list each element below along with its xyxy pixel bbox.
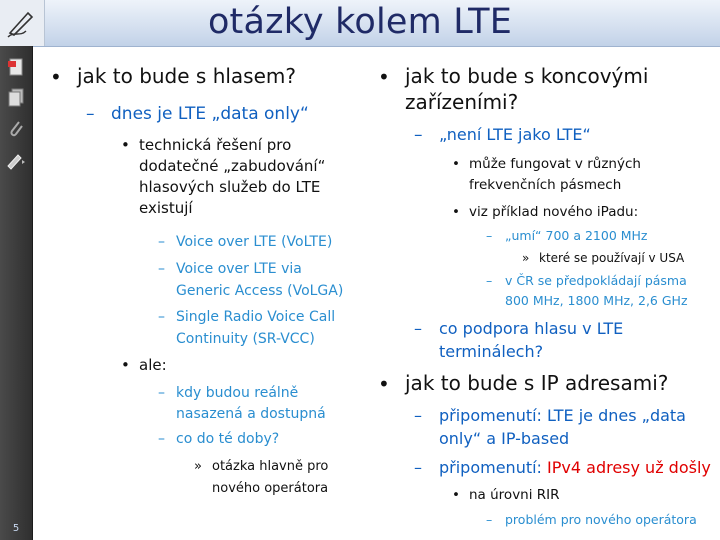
bullet-marker: • (452, 156, 460, 172)
question-devices: jak to bude s koncovými (405, 64, 649, 88)
dash-marker: – (158, 234, 165, 250)
dash-marker: – (158, 261, 165, 277)
copy-icon[interactable] (5, 86, 27, 108)
rir-note: problém pro nového operátora (505, 512, 697, 527)
but-item: kdy budou reálně (176, 385, 299, 401)
dash-marker: – (414, 406, 422, 425)
rir-level: na úrovni RIR (469, 487, 560, 503)
question-ip: jak to bude s IP adresami? (405, 371, 669, 395)
signature-icon[interactable] (5, 150, 27, 172)
dash-marker: – (486, 273, 493, 288)
question-voice: jak to bude s hlasem? (77, 64, 297, 88)
ipad-band-note: které se používají v USA (539, 251, 685, 265)
voice-solution: Single Radio Voice Call (176, 309, 336, 325)
page-number: 5 (12, 523, 20, 534)
bullet-marker: • (50, 65, 62, 89)
ipv4-exhausted: IPv4 adresy už došly (547, 458, 711, 477)
voice-solution: Generic Access (VoLGA) (176, 283, 344, 299)
reminder: only“ a IP-based (439, 429, 570, 448)
bullet-marker: • (121, 356, 130, 374)
side-toolbar (0, 46, 33, 540)
voice-solution: Voice over LTE via (176, 261, 302, 277)
dash-marker: – (414, 319, 422, 338)
chevron-marker: » (522, 251, 530, 265)
pen-icon (6, 7, 38, 39)
but-item: nasazená a dostupná (176, 406, 326, 422)
dash-marker: – (414, 125, 423, 145)
bullet-marker: • (121, 136, 130, 154)
question-devices: zařízeními? (405, 90, 519, 114)
voice-solution: Voice over LTE (VoLTE) (176, 234, 333, 250)
slide-title: otázky kolem LTE (207, 2, 513, 42)
dash-marker: – (486, 228, 493, 243)
data-only-note: dnes je LTE „data only“ (111, 104, 309, 124)
text-line: dodatečné „zabudování“ (139, 157, 326, 175)
dash-marker: – (158, 309, 165, 325)
dash-marker: – (158, 431, 165, 447)
text-line: hlasových služeb do LTE (139, 178, 321, 196)
title-bar (0, 0, 720, 47)
dash-marker: – (414, 458, 422, 477)
text-line: existují (139, 199, 193, 217)
dash-marker: – (158, 385, 165, 401)
attachment-icon[interactable] (5, 118, 27, 140)
but-label: ale: (139, 356, 167, 374)
but-item: co do té doby? (176, 431, 280, 447)
reminder: připomenutí: LTE je dnes „data (439, 406, 686, 425)
dash-marker: – (86, 104, 95, 124)
cz-bands: 800 MHz, 1800 MHz, 2,6 GHz (505, 293, 688, 308)
annotation-tool-button[interactable] (0, 0, 45, 46)
reminder-ipv4 (439, 457, 711, 479)
bullet-marker: • (452, 204, 460, 220)
not-lte-like-lte: „není LTE jako LTE“ (439, 125, 591, 144)
pages-icon[interactable] (5, 56, 27, 78)
bullet-marker: • (378, 65, 390, 89)
voice-support: co podpora hlasu v LTE (439, 319, 624, 338)
bullet-marker: • (452, 487, 460, 503)
bullet-marker: • (378, 372, 390, 396)
operator-note: otázka hlavně pro (212, 459, 329, 474)
text-line: frekvenčních pásmech (469, 177, 622, 193)
cz-bands: v ČR se předpokládají pásma (505, 273, 687, 288)
text-line: může fungovat v různých (469, 156, 641, 172)
reminder-prefix: připomenutí: (439, 458, 548, 477)
voice-support: terminálech? (439, 342, 544, 361)
text-line: technická řešení pro (139, 136, 292, 154)
operator-note: nového operátora (212, 481, 329, 496)
voice-solution: Continuity (SR-VCC) (176, 331, 315, 347)
ipad-band: „umí“ 700 a 2100 MHz (505, 228, 648, 243)
chevron-marker: » (194, 459, 202, 474)
text-line: viz příklad nového iPadu: (469, 204, 639, 220)
dash-marker: – (486, 512, 493, 527)
